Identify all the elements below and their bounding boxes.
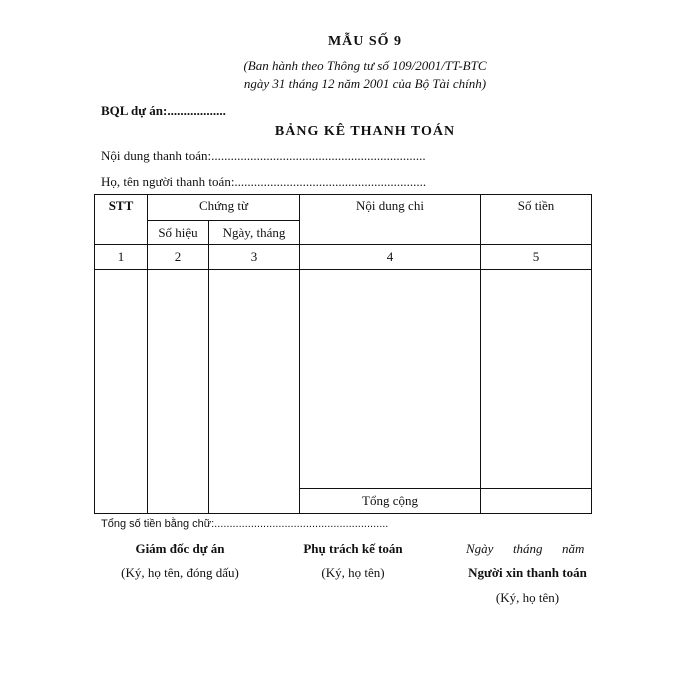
payment-table <box>94 194 592 514</box>
requester-title: Người xin thanh toán <box>468 565 587 580</box>
decree-reference-line2: ngày 31 tháng 12 năm 2001 của Bộ Tài chính) <box>243 76 487 91</box>
decree-reference-line1: (Ban hành theo Thông tư số 109/2001/TT-BTC <box>243 58 487 73</box>
header-voucher-no: Số hiệu <box>148 221 209 245</box>
body-cell-stt <box>95 270 148 514</box>
body-cell-voucher-no <box>148 270 209 514</box>
accountant-title: Phụ trách kế toán <box>303 541 403 556</box>
header-voucher-date: Ngày, tháng <box>209 221 300 245</box>
col-number-4: 4 <box>300 245 481 270</box>
total-label: Tổng cộng <box>300 489 481 514</box>
body-cell-content <box>300 270 481 489</box>
col-number-3: 3 <box>209 245 300 270</box>
body-cell-voucher-date <box>209 270 300 514</box>
header-stt: STT <box>95 195 148 245</box>
payer-name-field: Họ, tên người thanh toán:........................................................... <box>101 174 427 189</box>
form-number: MẪU SỐ 9 <box>327 34 403 49</box>
table-body-row <box>95 270 592 489</box>
accountant-signature-note: (Ký, họ tên) <box>321 565 385 580</box>
date-line: Ngày tháng năm <box>466 541 585 556</box>
col-number-1: 1 <box>95 245 148 270</box>
requester-signature-note: (Ký, họ tên) <box>495 590 560 605</box>
amount-in-words-field: Tổng số tiền bằng chữ:......................................................... <box>101 518 389 530</box>
project-board-field: BQL dự án:.................. <box>101 103 226 118</box>
col-number-5: 5 <box>481 245 592 270</box>
header-voucher: Chứng từ <box>148 195 300 221</box>
director-title: Giám đốc dự án <box>135 541 225 556</box>
table-header-row <box>95 195 592 221</box>
payment-content-field: Nội dung thanh toán:.................................................................. <box>101 148 426 163</box>
document-title: BẢNG KÊ THANH TOÁN <box>274 124 456 139</box>
total-amount-cell <box>481 489 592 514</box>
col-number-2: 2 <box>148 245 209 270</box>
director-signature-note: (Ký, họ tên, đóng dấu) <box>121 565 239 580</box>
table-number-row <box>95 245 592 270</box>
header-content: Nội dung chi <box>300 195 481 245</box>
body-cell-amount <box>481 270 592 489</box>
header-amount: Số tiền <box>481 195 592 245</box>
